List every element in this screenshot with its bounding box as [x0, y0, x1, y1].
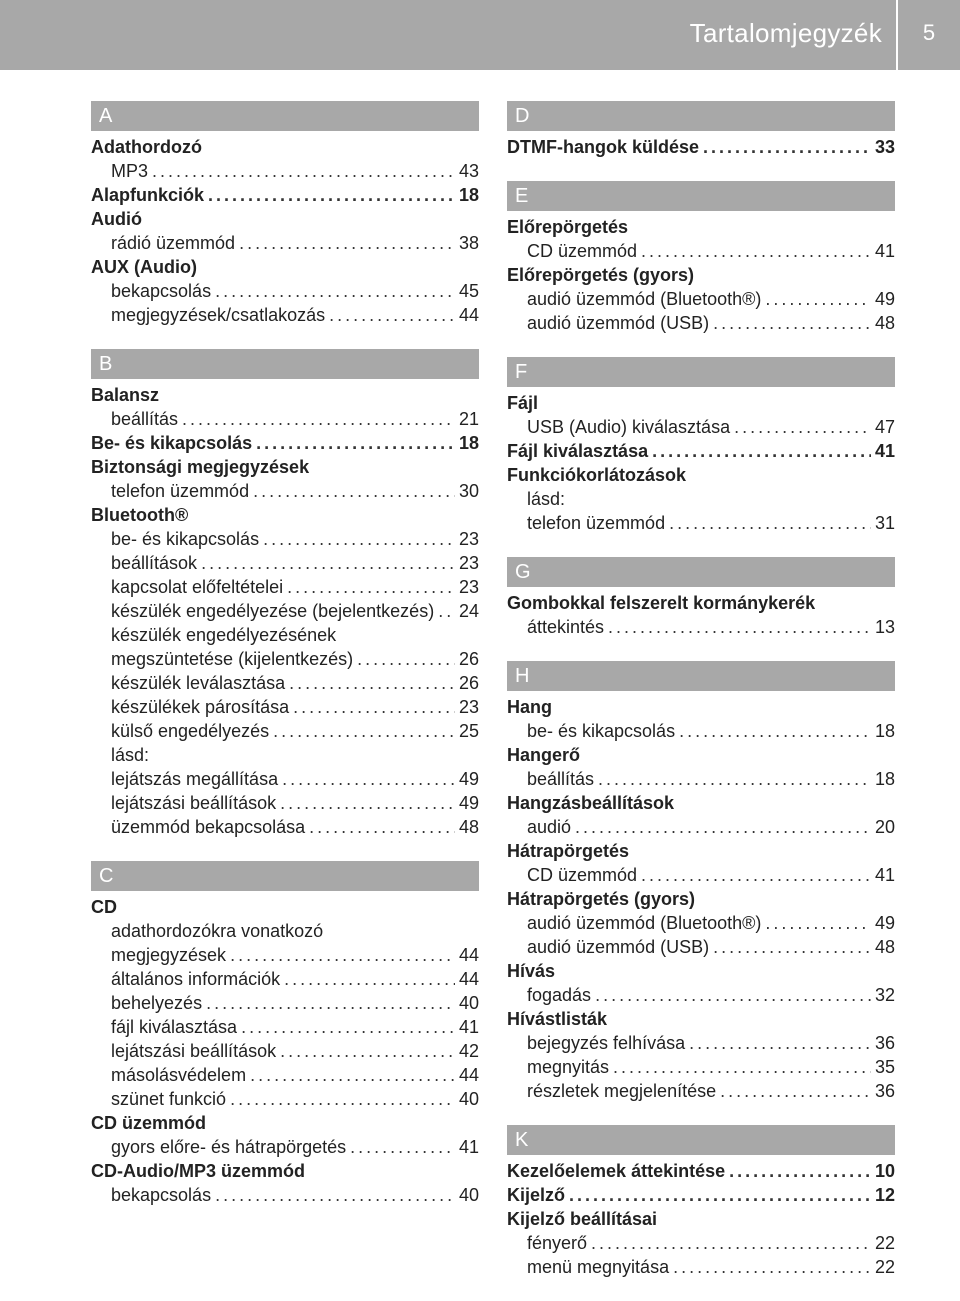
index-entry-funkciokorlatozasok [507, 463, 895, 487]
entry-page-number: 22 [874, 1257, 895, 1277]
entry-label: menü megnyitása [527, 1257, 670, 1277]
index-entry-kijelzo-beallitasai [507, 1207, 895, 1231]
entry-label: Biztonsági megjegyzések [91, 457, 310, 477]
entry-label: Hívás [507, 961, 556, 981]
entry-label: USB (Audio) kiválasztása [527, 417, 731, 437]
index-subentry-telefon-uzemmod[interactable] [91, 479, 479, 503]
entry-page-number: 18 [874, 721, 895, 741]
dot-leader [282, 767, 455, 791]
index-subentry-be-es-kikapcsolas[interactable] [91, 527, 479, 551]
index-subentry-lejatszasi-beallitasok[interactable] [91, 791, 479, 815]
dot-leader [280, 1039, 455, 1063]
entry-label: Kijelző [507, 1185, 566, 1205]
entry-page-number: 49 [874, 289, 895, 309]
entry-label: lejátszási beállítások [111, 793, 277, 813]
index-subentry-audio-uzemmod-bluetooth[interactable] [507, 287, 895, 311]
dot-leader [263, 527, 455, 551]
dot-leader [652, 439, 871, 463]
entry-label: Fájl [507, 393, 539, 413]
dot-leader [673, 1255, 871, 1279]
entry-page-number: 49 [458, 769, 479, 789]
entry-label: bejegyzés felhívása [527, 1033, 686, 1053]
dot-leader [329, 303, 455, 327]
index-subentry-mp3[interactable] [91, 159, 479, 183]
index-subentry-telefon-uzemmod[interactable] [507, 511, 895, 535]
index-subentry-menu-megnyitasa[interactable] [507, 1255, 895, 1279]
entry-page-number: 44 [458, 305, 479, 325]
dot-leader [208, 183, 455, 207]
index-section-h [507, 661, 895, 1103]
entry-page-number: 35 [874, 1057, 895, 1077]
entry-label: Hívástlisták [507, 1009, 608, 1029]
entry-label: lejátszási beállítások [111, 1041, 277, 1061]
entry-page-number: 32 [874, 985, 895, 1005]
page-number: 5 [922, 20, 936, 45]
section-letter-heading: C [91, 861, 479, 891]
dot-leader [284, 967, 455, 991]
entry-label: megnyitás [527, 1057, 610, 1077]
index-entry-kezeloelemek-attekintese[interactable] [507, 1159, 895, 1183]
entry-label: áttekintés [527, 617, 605, 637]
dot-leader [230, 1087, 455, 1111]
entry-label: Hátrapörgetés [507, 841, 630, 861]
entry-label: Balansz [91, 385, 160, 405]
index-subentry-lasd [91, 743, 479, 767]
section-letter-heading: D [507, 101, 895, 131]
index-subentry-megnyitas[interactable] [507, 1055, 895, 1079]
index-section-a [91, 101, 479, 327]
entry-label: készülék engedélyezése (bejelentkezés) [111, 601, 435, 621]
index-section-c [91, 861, 479, 1207]
index-entry-fajl-kivalasztasa[interactable] [507, 439, 895, 463]
index-subentry-fenyero[interactable] [507, 1231, 895, 1255]
section-letter-heading: H [507, 661, 895, 691]
entry-label: Hátrapörgetés (gyors) [507, 889, 696, 909]
index-subentry-altalanos-informaciok[interactable] [91, 967, 479, 991]
dot-leader [575, 815, 871, 839]
entry-page-number: 44 [458, 1065, 479, 1085]
entry-label: CD üzemmód [527, 241, 638, 261]
entry-page-number: 13 [874, 617, 895, 637]
entry-label: Előrepörgetés [507, 217, 629, 237]
index-subentry-masolasvedelem[interactable] [91, 1063, 479, 1087]
index-entry-alapfunkciok[interactable] [91, 183, 479, 207]
entry-label: adathordozókra vonatkozó [111, 921, 324, 941]
index-subentry-kulso-engedelyezes[interactable] [91, 719, 479, 743]
entry-label: audió üzemmód (USB) [527, 937, 710, 957]
entry-page-number: 18 [874, 769, 895, 789]
entry-label: beállítás [111, 409, 179, 429]
entry-label: Hang [507, 697, 552, 717]
index-entry-cd-audio-mp3-uzemmod [91, 1159, 479, 1183]
index-section-b [91, 349, 479, 839]
entry-label: megjegyzések/csatlakozás [111, 305, 326, 325]
entry-label: fogadás [527, 985, 592, 1005]
entry-label: készülékek párosítása [111, 697, 290, 717]
entry-page-number: 22 [874, 1233, 895, 1253]
entry-label: CD üzemmód [527, 865, 638, 885]
entry-label: AUX (Audio) [91, 257, 197, 277]
section-letter-heading: F [507, 357, 895, 387]
index-subentry-adathordozokra-vonatkozo [91, 919, 479, 943]
dot-leader [215, 279, 455, 303]
entry-label: üzemmód bekapcsolása [111, 817, 306, 837]
entry-page-number: 26 [458, 649, 479, 669]
index-entry-hatraporgetes [507, 839, 895, 863]
entry-page-number: 23 [458, 529, 479, 549]
entry-label: rádió üzemmód [111, 233, 236, 253]
index-subentry-audio-uzemmod-usb[interactable] [507, 311, 895, 335]
index-subentry-keszulek-engedelyezese-bejelentkezes[interactable] [91, 599, 479, 623]
index-entry-eloreporgetes-gyors [507, 263, 895, 287]
index-entry-kijelzo[interactable] [507, 1183, 895, 1207]
entry-label: be- és kikapcsolás [527, 721, 676, 741]
entry-label: Kijelző beállításai [507, 1209, 658, 1229]
entry-label: készülék leválasztása [111, 673, 286, 693]
entry-label: bekapcsolás [111, 1185, 212, 1205]
section-letter-heading: A [91, 101, 479, 131]
dot-leader [253, 479, 455, 503]
index-entry-cd-uzemmod [91, 1111, 479, 1135]
dot-leader [280, 791, 455, 815]
section-letter-heading: K [507, 1125, 895, 1155]
dot-leader [598, 767, 871, 791]
entry-label: audió [527, 817, 572, 837]
entry-label: fájl kiválasztása [111, 1017, 238, 1037]
index-subentry-fogadas[interactable] [507, 983, 895, 1007]
dot-leader [720, 1079, 871, 1103]
entry-page-number: 38 [458, 233, 479, 253]
dot-leader [309, 815, 455, 839]
dot-leader [734, 415, 871, 439]
section-letter-heading: G [507, 557, 895, 587]
entry-page-number: 21 [458, 409, 479, 429]
entry-label: beállítás [527, 769, 595, 789]
entry-label: bekapcsolás [111, 281, 212, 301]
index-subentry-keszulekek-parositasa[interactable] [91, 695, 479, 719]
dot-leader [357, 647, 455, 671]
dot-leader [289, 671, 455, 695]
index-subentry-szunet-funkcio[interactable] [91, 1087, 479, 1111]
index-section-e [507, 181, 895, 335]
entry-label: másolásvédelem [111, 1065, 247, 1085]
index-subentry-gyors-elore-es-hatraporgetes[interactable] [91, 1135, 479, 1159]
dot-leader [765, 287, 871, 311]
index-subentry-audio[interactable] [507, 815, 895, 839]
index-column-left [91, 101, 479, 1229]
dot-leader [201, 551, 455, 575]
index-section-g [507, 557, 895, 639]
entry-page-number: 47 [874, 417, 895, 437]
entry-page-number: 41 [874, 441, 895, 461]
entry-label: külső engedélyezés [111, 721, 270, 741]
index-subentry-fajl-kivalasztasa[interactable] [91, 1015, 479, 1039]
entry-page-number: 24 [458, 601, 479, 621]
dot-leader [641, 239, 871, 263]
entry-label: Fájl kiválasztása [507, 441, 649, 461]
entry-page-number: 23 [458, 697, 479, 717]
index-subentry-beallitasok[interactable] [91, 551, 479, 575]
index-subentry-megjegyzesek-csatlakozas[interactable] [91, 303, 479, 327]
entry-label: telefon üzemmód [527, 513, 666, 533]
index-subentry-lasd [507, 487, 895, 511]
dot-leader [591, 1231, 871, 1255]
entry-label: Hangerő [507, 745, 581, 765]
entry-page-number: 41 [874, 865, 895, 885]
section-letter-heading: E [507, 181, 895, 211]
entry-label: Be- és kikapcsolás [91, 433, 253, 453]
dot-leader [256, 431, 455, 455]
dot-leader [641, 863, 871, 887]
index-subentry-be-es-kikapcsolas[interactable] [507, 719, 895, 743]
dot-leader [152, 159, 455, 183]
entry-page-number: 48 [458, 817, 479, 837]
index-section-d [507, 101, 895, 159]
dot-leader [608, 615, 871, 639]
entry-page-number: 18 [458, 433, 479, 453]
index-subentry-keszulek-engedelyezesenek [91, 623, 479, 647]
entry-page-number: 49 [458, 793, 479, 813]
entry-label: általános információk [111, 969, 281, 989]
entry-label: Audió [91, 209, 142, 229]
entry-page-number: 41 [458, 1137, 479, 1157]
entry-label: Funkciókorlátozások [507, 465, 687, 485]
entry-label: lejátszás megállítása [111, 769, 279, 789]
index-entry-hangzasbeallitasok [507, 791, 895, 815]
dot-leader [241, 1015, 455, 1039]
index-entry-fajl [507, 391, 895, 415]
dot-leader [293, 695, 455, 719]
entry-label: részletek megjelenítése [527, 1081, 717, 1101]
dot-leader [273, 719, 455, 743]
dot-leader [230, 943, 455, 967]
entry-label: lásd: [111, 745, 150, 765]
dot-leader [206, 991, 455, 1015]
index-subentry-behelyezes[interactable] [91, 991, 479, 1015]
entry-label: megszüntetése (kijelentkezés) [111, 649, 354, 669]
dot-leader [239, 231, 455, 255]
index-entry-hangero [507, 743, 895, 767]
entry-label: MP3 [111, 161, 149, 181]
entry-page-number: 44 [458, 969, 479, 989]
entry-page-number: 41 [458, 1017, 479, 1037]
index-subentry-radio-uzemmod[interactable] [91, 231, 479, 255]
entry-label: Gombokkal felszerelt kormánykerék [507, 593, 816, 613]
page-header [0, 0, 960, 70]
dot-leader [689, 1031, 871, 1055]
entry-label: Bluetooth® [91, 505, 189, 525]
index-entry-cd [91, 895, 479, 919]
entry-label: audió üzemmód (Bluetooth®) [527, 289, 762, 309]
entry-label: Alapfunkciók [91, 185, 205, 205]
index-section-f [507, 357, 895, 535]
index-subentry-audio-uzemmod-bluetooth[interactable] [507, 911, 895, 935]
dot-leader [679, 719, 871, 743]
entry-page-number: 12 [874, 1185, 895, 1205]
index-entry-be-es-kikapcsolas[interactable] [91, 431, 479, 455]
index-entry-hatraporgetes-gyors [507, 887, 895, 911]
index-subentry-kapcsolat-elofeltetelei[interactable] [91, 575, 479, 599]
entry-page-number: 10 [874, 1161, 895, 1181]
entry-page-number: 48 [874, 313, 895, 333]
index-subentry-bekapcsolas[interactable] [91, 279, 479, 303]
index-subentry-keszulek-levalasztasa[interactable] [91, 671, 479, 695]
entry-page-number: 23 [458, 553, 479, 573]
index-subentry-uzemmod-bekapcsolasa[interactable] [91, 815, 479, 839]
dot-leader [669, 511, 871, 535]
index-entry-audio [91, 207, 479, 231]
entry-page-number: 48 [874, 937, 895, 957]
dot-leader [729, 1159, 871, 1183]
index-section-k [507, 1125, 895, 1279]
entry-label: behelyezés [111, 993, 203, 1013]
index-entry-hivas [507, 959, 895, 983]
index-entry-bluetooth [91, 503, 479, 527]
dot-leader [713, 311, 871, 335]
entry-label: Előrepörgetés (gyors) [507, 265, 695, 285]
entry-page-number: 18 [458, 185, 479, 205]
entry-label: audió üzemmód (USB) [527, 313, 710, 333]
entry-page-number: 36 [874, 1033, 895, 1053]
entry-page-number: 45 [458, 281, 479, 301]
entry-page-number: 43 [458, 161, 479, 181]
entry-page-number: 41 [874, 241, 895, 261]
index-subentry-lejatszasi-beallitasok[interactable] [91, 1039, 479, 1063]
entry-label: CD-Audio/MP3 üzemmód [91, 1161, 305, 1181]
entry-label: lásd: [527, 489, 566, 509]
dot-leader [703, 135, 871, 159]
section-letter-heading: B [91, 349, 479, 379]
entry-label: CD üzemmód [91, 1113, 207, 1133]
entry-page-number: 49 [874, 913, 895, 933]
index-entry-hang [507, 695, 895, 719]
index-subentry-lejatszas-megallitasa[interactable] [91, 767, 479, 791]
entry-page-number: 36 [874, 1081, 895, 1101]
entry-label: szünet funkció [111, 1089, 227, 1109]
index-subentry-cd-uzemmod[interactable] [507, 863, 895, 887]
entry-page-number: 23 [458, 577, 479, 597]
entry-label: Hangzásbeállítások [507, 793, 675, 813]
entry-page-number: 40 [458, 1185, 479, 1205]
index-entry-adathordozo [91, 135, 479, 159]
index-entry-dtmf-hangok-kuldese[interactable] [507, 135, 895, 159]
dot-leader [250, 1063, 455, 1087]
index-subentry-audio-uzemmod-usb[interactable] [507, 935, 895, 959]
dot-leader [287, 575, 455, 599]
entry-page-number: 33 [874, 137, 895, 157]
index-subentry-cd-uzemmod[interactable] [507, 239, 895, 263]
dot-leader [350, 1135, 455, 1159]
dot-leader [215, 1183, 455, 1207]
entry-label: kapcsolat előfeltételei [111, 577, 284, 597]
index-subentry-beallitas[interactable] [507, 767, 895, 791]
entry-label: audió üzemmód (Bluetooth®) [527, 913, 762, 933]
entry-label: készülék engedélyezésének [111, 625, 337, 645]
dot-leader [613, 1055, 871, 1079]
entry-page-number: 42 [458, 1041, 479, 1061]
entry-label: DTMF-hangok küldése [507, 137, 700, 157]
page-title: Tartalomjegyzék [689, 18, 882, 48]
dot-leader [765, 911, 871, 935]
index-subentry-reszletek-megjelenitese[interactable] [507, 1079, 895, 1103]
dot-leader [182, 407, 455, 431]
entry-page-number: 44 [458, 945, 479, 965]
index-subentry-attekintes[interactable] [507, 615, 895, 639]
index-subentry-usb-audio-kivalasztasa[interactable] [507, 415, 895, 439]
entry-page-number: 31 [874, 513, 895, 533]
dot-leader [438, 599, 455, 623]
entry-label: be- és kikapcsolás [111, 529, 260, 549]
entry-label: Adathordozó [91, 137, 202, 157]
index-subentry-megszuntetese-kijelentkezes[interactable] [91, 647, 479, 671]
entry-page-number: 20 [874, 817, 895, 837]
index-entry-hivastlistak [507, 1007, 895, 1031]
index-entry-eloreporgetes [507, 215, 895, 239]
index-entry-biztonsagi-megjegyzesek [91, 455, 479, 479]
entry-label: megjegyzések [111, 945, 227, 965]
entry-page-number: 25 [458, 721, 479, 741]
index-entry-aux-audio [91, 255, 479, 279]
index-entry-balansz [91, 383, 479, 407]
index-subentry-bejegyzes-felhivasa[interactable] [507, 1031, 895, 1055]
index-entry-gombokkal-felszerelt-kormanykerek [507, 591, 895, 615]
entry-page-number: 40 [458, 993, 479, 1013]
entry-label: beállítások [111, 553, 198, 573]
dot-leader [595, 983, 871, 1007]
index-subentry-beallitas[interactable] [91, 407, 479, 431]
index-column-right [507, 101, 895, 1301]
entry-label: gyors előre- és hátrapörgetés [111, 1137, 347, 1157]
dot-leader [569, 1183, 871, 1207]
entry-label: telefon üzemmód [111, 481, 250, 501]
index-subentry-bekapcsolas[interactable] [91, 1183, 479, 1207]
entry-page-number: 40 [458, 1089, 479, 1109]
entry-label: Kezelőelemek áttekintése [507, 1161, 726, 1181]
entry-label: CD [91, 897, 117, 917]
index-subentry-megjegyzesek[interactable] [91, 943, 479, 967]
entry-page-number: 26 [458, 673, 479, 693]
entry-label: fényerő [527, 1233, 588, 1253]
entry-page-number: 30 [458, 481, 479, 501]
dot-leader [713, 935, 871, 959]
